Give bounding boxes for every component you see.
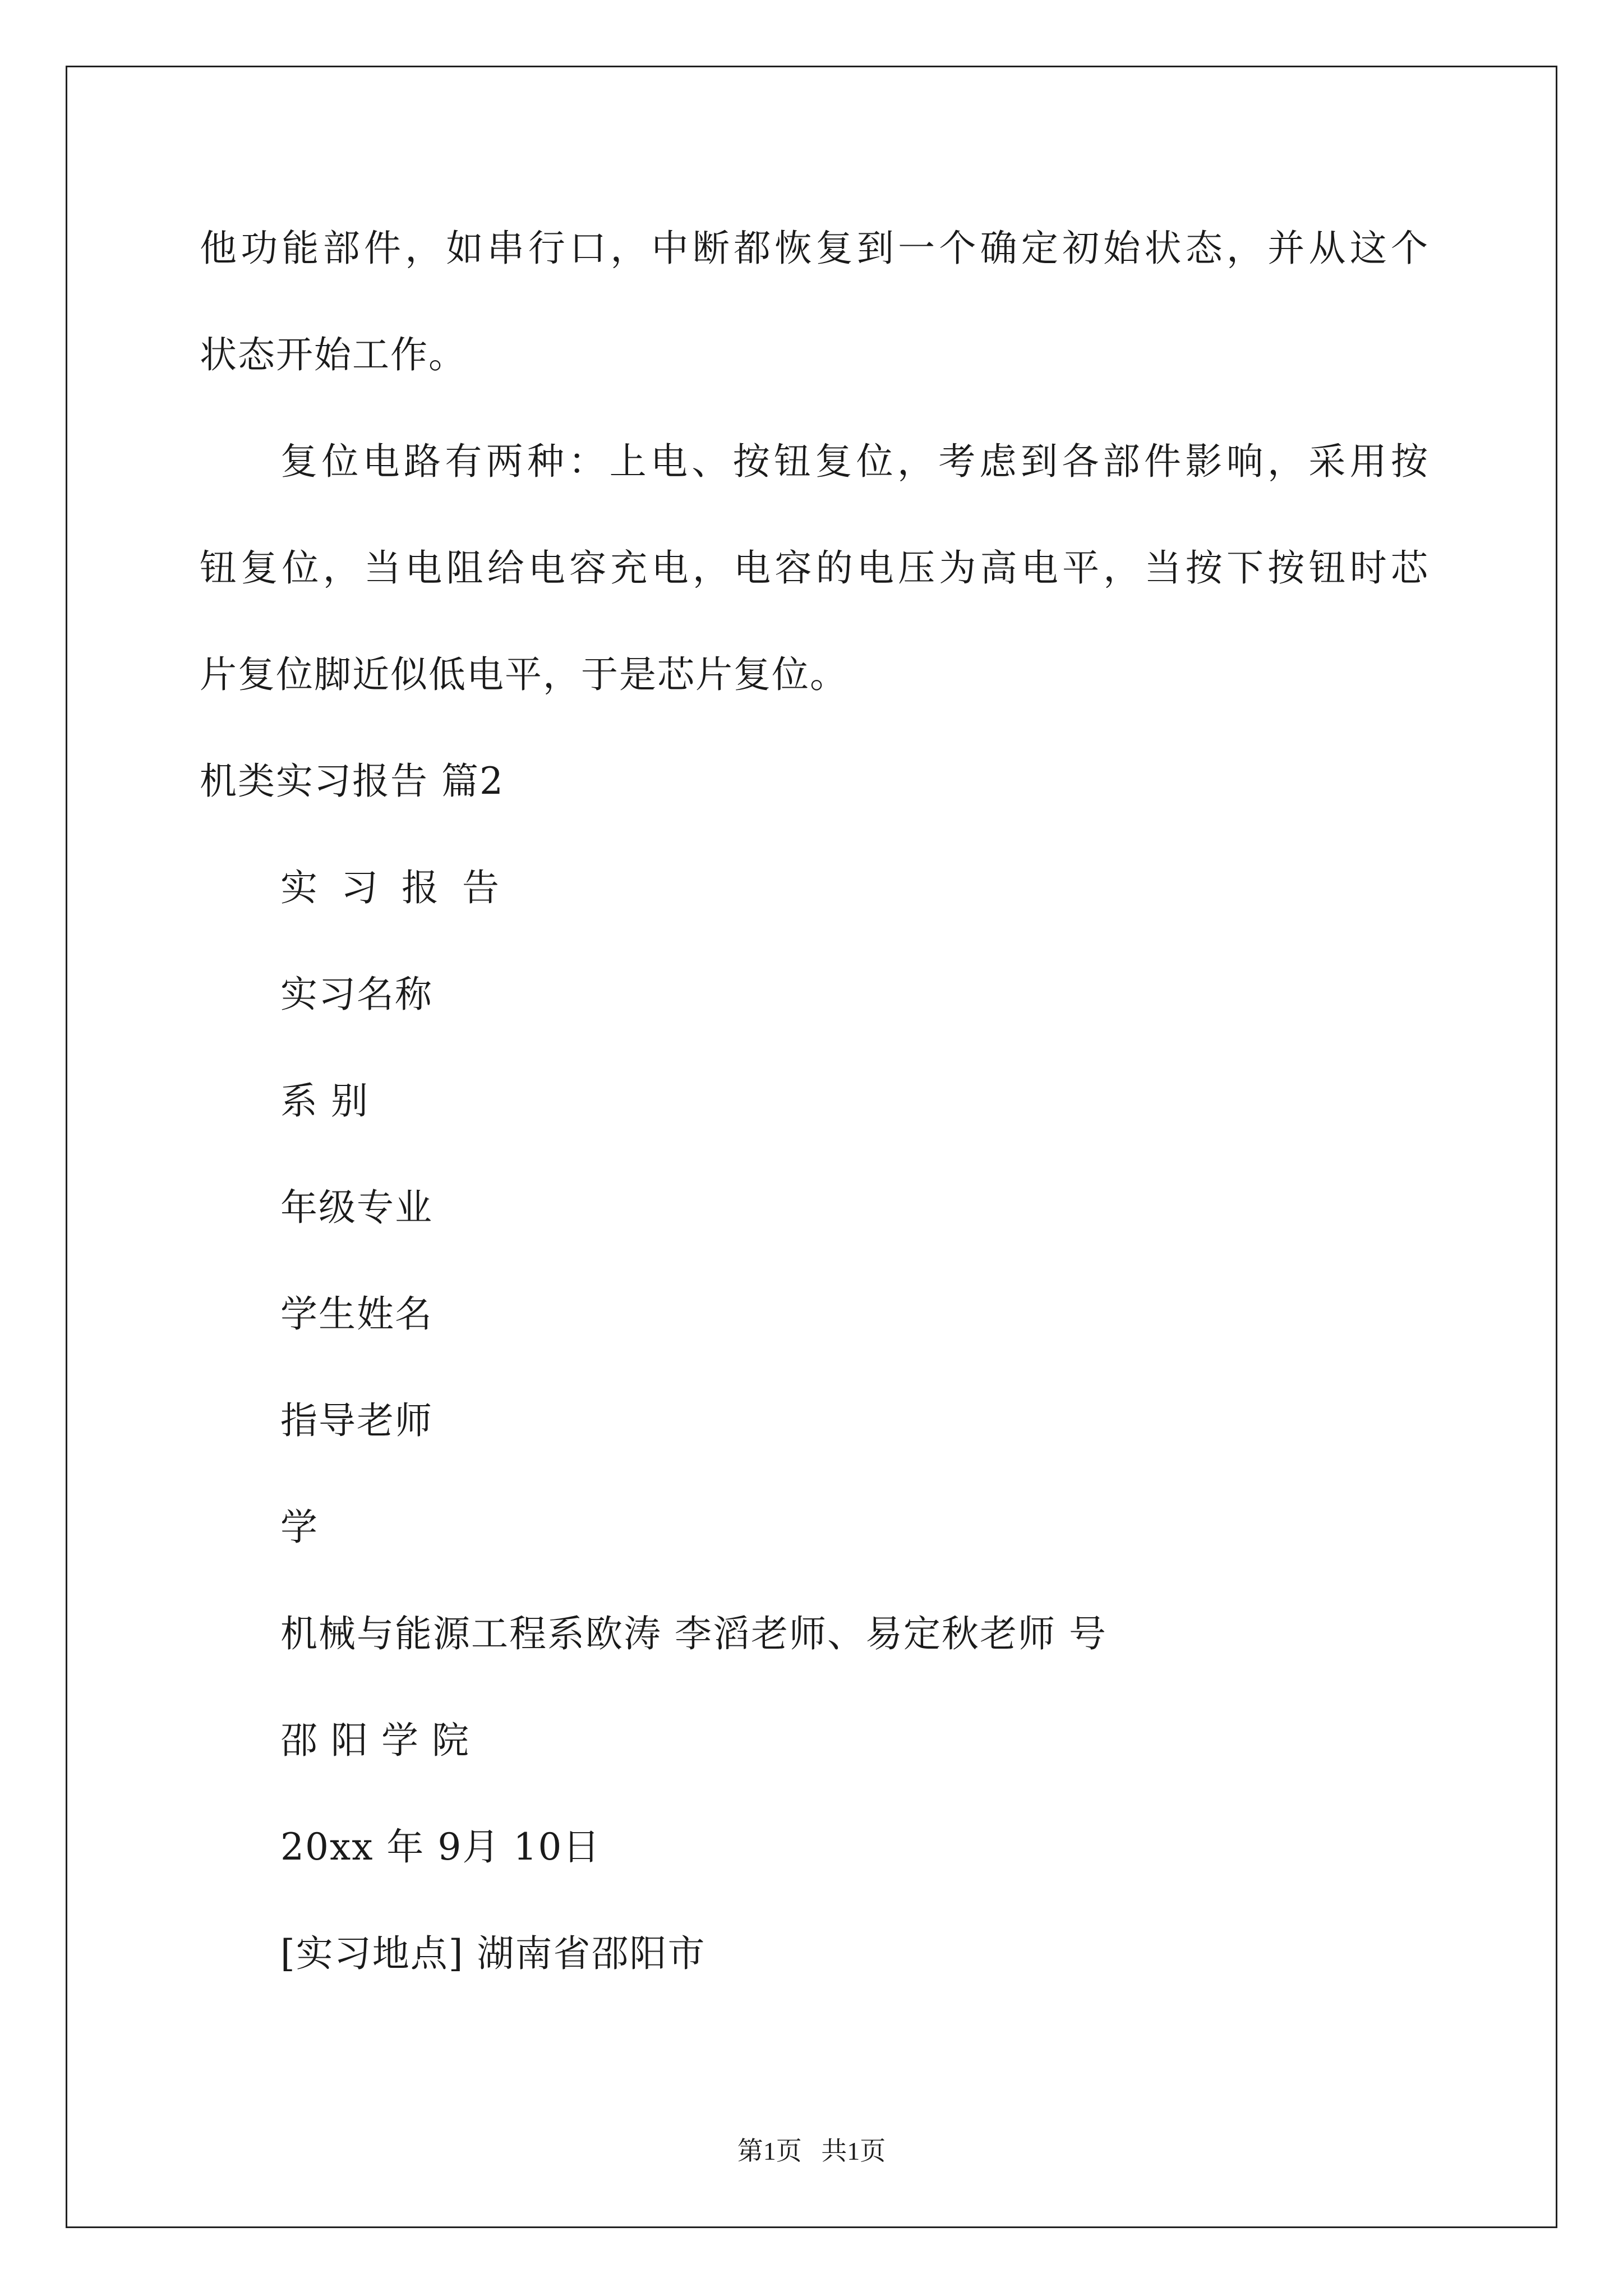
advisor-label: 指导老师 [280,1399,433,1442]
paragraph-line: 钮复位，当电阻给电容充电，电容的电压为高电平，当按下按钮时芯 [200,546,1428,590]
student-name-label: 学生姓名 [280,1292,433,1336]
internship-location: [实习地点] 湖南省邵阳市 [280,1932,706,1975]
cover-xue: 学 [280,1506,319,1549]
school-name: 邵阳学院 [280,1719,482,1762]
department-label: 系别 [280,1079,381,1122]
department-advisors-line: 机械与能源工程系欧涛 李滔老师、易定秋老师 号 [280,1612,1107,1655]
paragraph-line: 复位电路有两种：上电、按钮复位，考虑到各部件影响，采用按 [280,440,1428,483]
paragraph-line: 他功能部件，如串行口，中断都恢复到一个确定初始状态，并从这个 [200,227,1428,270]
paragraph-line: 片复位脚近似低电平，于是芯片复位。 [200,653,848,696]
section-heading: 机类实习报告 篇2 [200,760,504,803]
cover-title: 实习报告 [280,866,523,909]
report-date: 20xx 年 9月 10日 [280,1825,601,1869]
paragraph-line: 状态开始工作。 [200,333,467,376]
page-border [66,66,1557,2228]
page-footer: 第1页 共1页 [737,2137,886,2165]
grade-major-label: 年级专业 [280,1186,433,1229]
internship-name-label: 实习名称 [280,973,433,1016]
